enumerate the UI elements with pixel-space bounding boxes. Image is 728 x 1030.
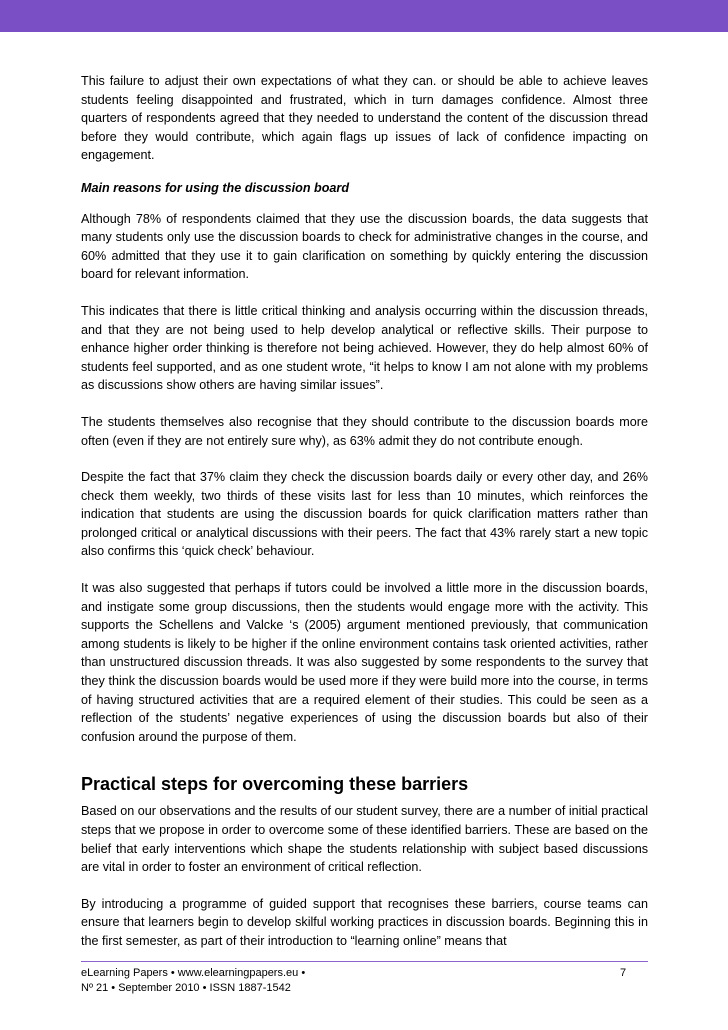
subheading-main-reasons: Main reasons for using the discussion board: [81, 180, 350, 195]
footer-line-issue: Nº 21 • September 2010 • ISSN 1887-1542: [81, 982, 291, 994]
paragraph-observations: Based on our observations and the results of our student survey, there are a number of initial practical steps that we propose in order to overcome some of these identified barriers. These are based on the belief that early interventions which shape the students relationship with subject based discussions are vital in order to foster an environment of critical reflection.: [81, 804, 648, 875]
footer-divider: [81, 961, 648, 962]
paragraph-usage-stats: Although 78% of respondents claimed that they use the discussion boards, the data suggests that many students only use the discussion boards to check for administrative changes in the course, and 60% admitted that they use it to gain clarification on something by quickly entering the discussion board for relevant information.: [81, 211, 648, 282]
paragraph-contribution: The students themselves also recognise that they should contribute to the discussion boards more often (even if they are not entirely sure why), as 63% admit they do not contribute enough.: [81, 414, 648, 448]
footer-publication-info: [81, 966, 305, 996]
section-title-practical-steps: Practical steps for overcoming these barriers: [81, 774, 469, 795]
page-body: [81, 72, 648, 951]
footer-line-website: eLearning Papers • www.elearningpapers.eu •: [81, 967, 306, 979]
paragraph-critical-thinking: This indicates that there is little critical thinking and analysis occurring within the discussion threads, and that they are not being used to help develop analytical or reflective skills. Their purpose to enhance higher order thinking is therefore not being achieved. However, they do help almost 60% of students feel supported, and as one student wrote, “it helps to know I am not alone with my problems as discussions show others are having similar issues”.: [81, 303, 648, 393]
paragraph-confidence: This failure to adjust their own expectations of what they can. or should be able to achieve leaves students feeling disappointed and frustrated, which in turn damages confidence. Almost three quarters of respondents agreed that they needed to understand the content of the discussion thread before they would contribute, which again flags up issues of lack of confidence impacting on engagement.: [81, 74, 648, 163]
paragraph-guided-support: By introducing a programme of guided support that recognises these barriers, course teams can ensure that learners begin to develop skilful working practices in discussion boards. Beginning this in the first semester, as part of their introduction to “learning online” means that: [81, 896, 648, 948]
paragraph-visit-frequency: Despite the fact that 37% claim they check the discussion boards daily or every other day, and 26% check them weekly, two thirds of these visits last for less than 10 minutes, which reinforces the indication that students are using the discussion boards for quick clarification matters rather than prolonged critical or analytical discussions with their peers. The fact that 43% rarely start a new topic also confirms this ‘quick check’ behaviour.: [81, 470, 648, 559]
page-number: 7: [620, 967, 627, 979]
header-band: [0, 0, 728, 32]
paragraph-tutor-involvement: It was also suggested that perhaps if tutors could be involved a little more in the discussion boards, and instigate some group discussions, then the students would engage more with the activity. This supports the Schellens and Valcke ‘s (2005) argument mentioned previously, that communication among students is likely to be higher if the online environment contains task oriented activities, rather than unstructured discussion threads. It was also suggested by some respondents to the survey that they think the discussion boards would be used more if they were build more into the course, in terms of having structured activities that are a required element of their studies. This could be seen as a reflection of the students’ negative experiences of using the discussion boards but also of their confusion around the purpose of them.: [81, 581, 648, 744]
